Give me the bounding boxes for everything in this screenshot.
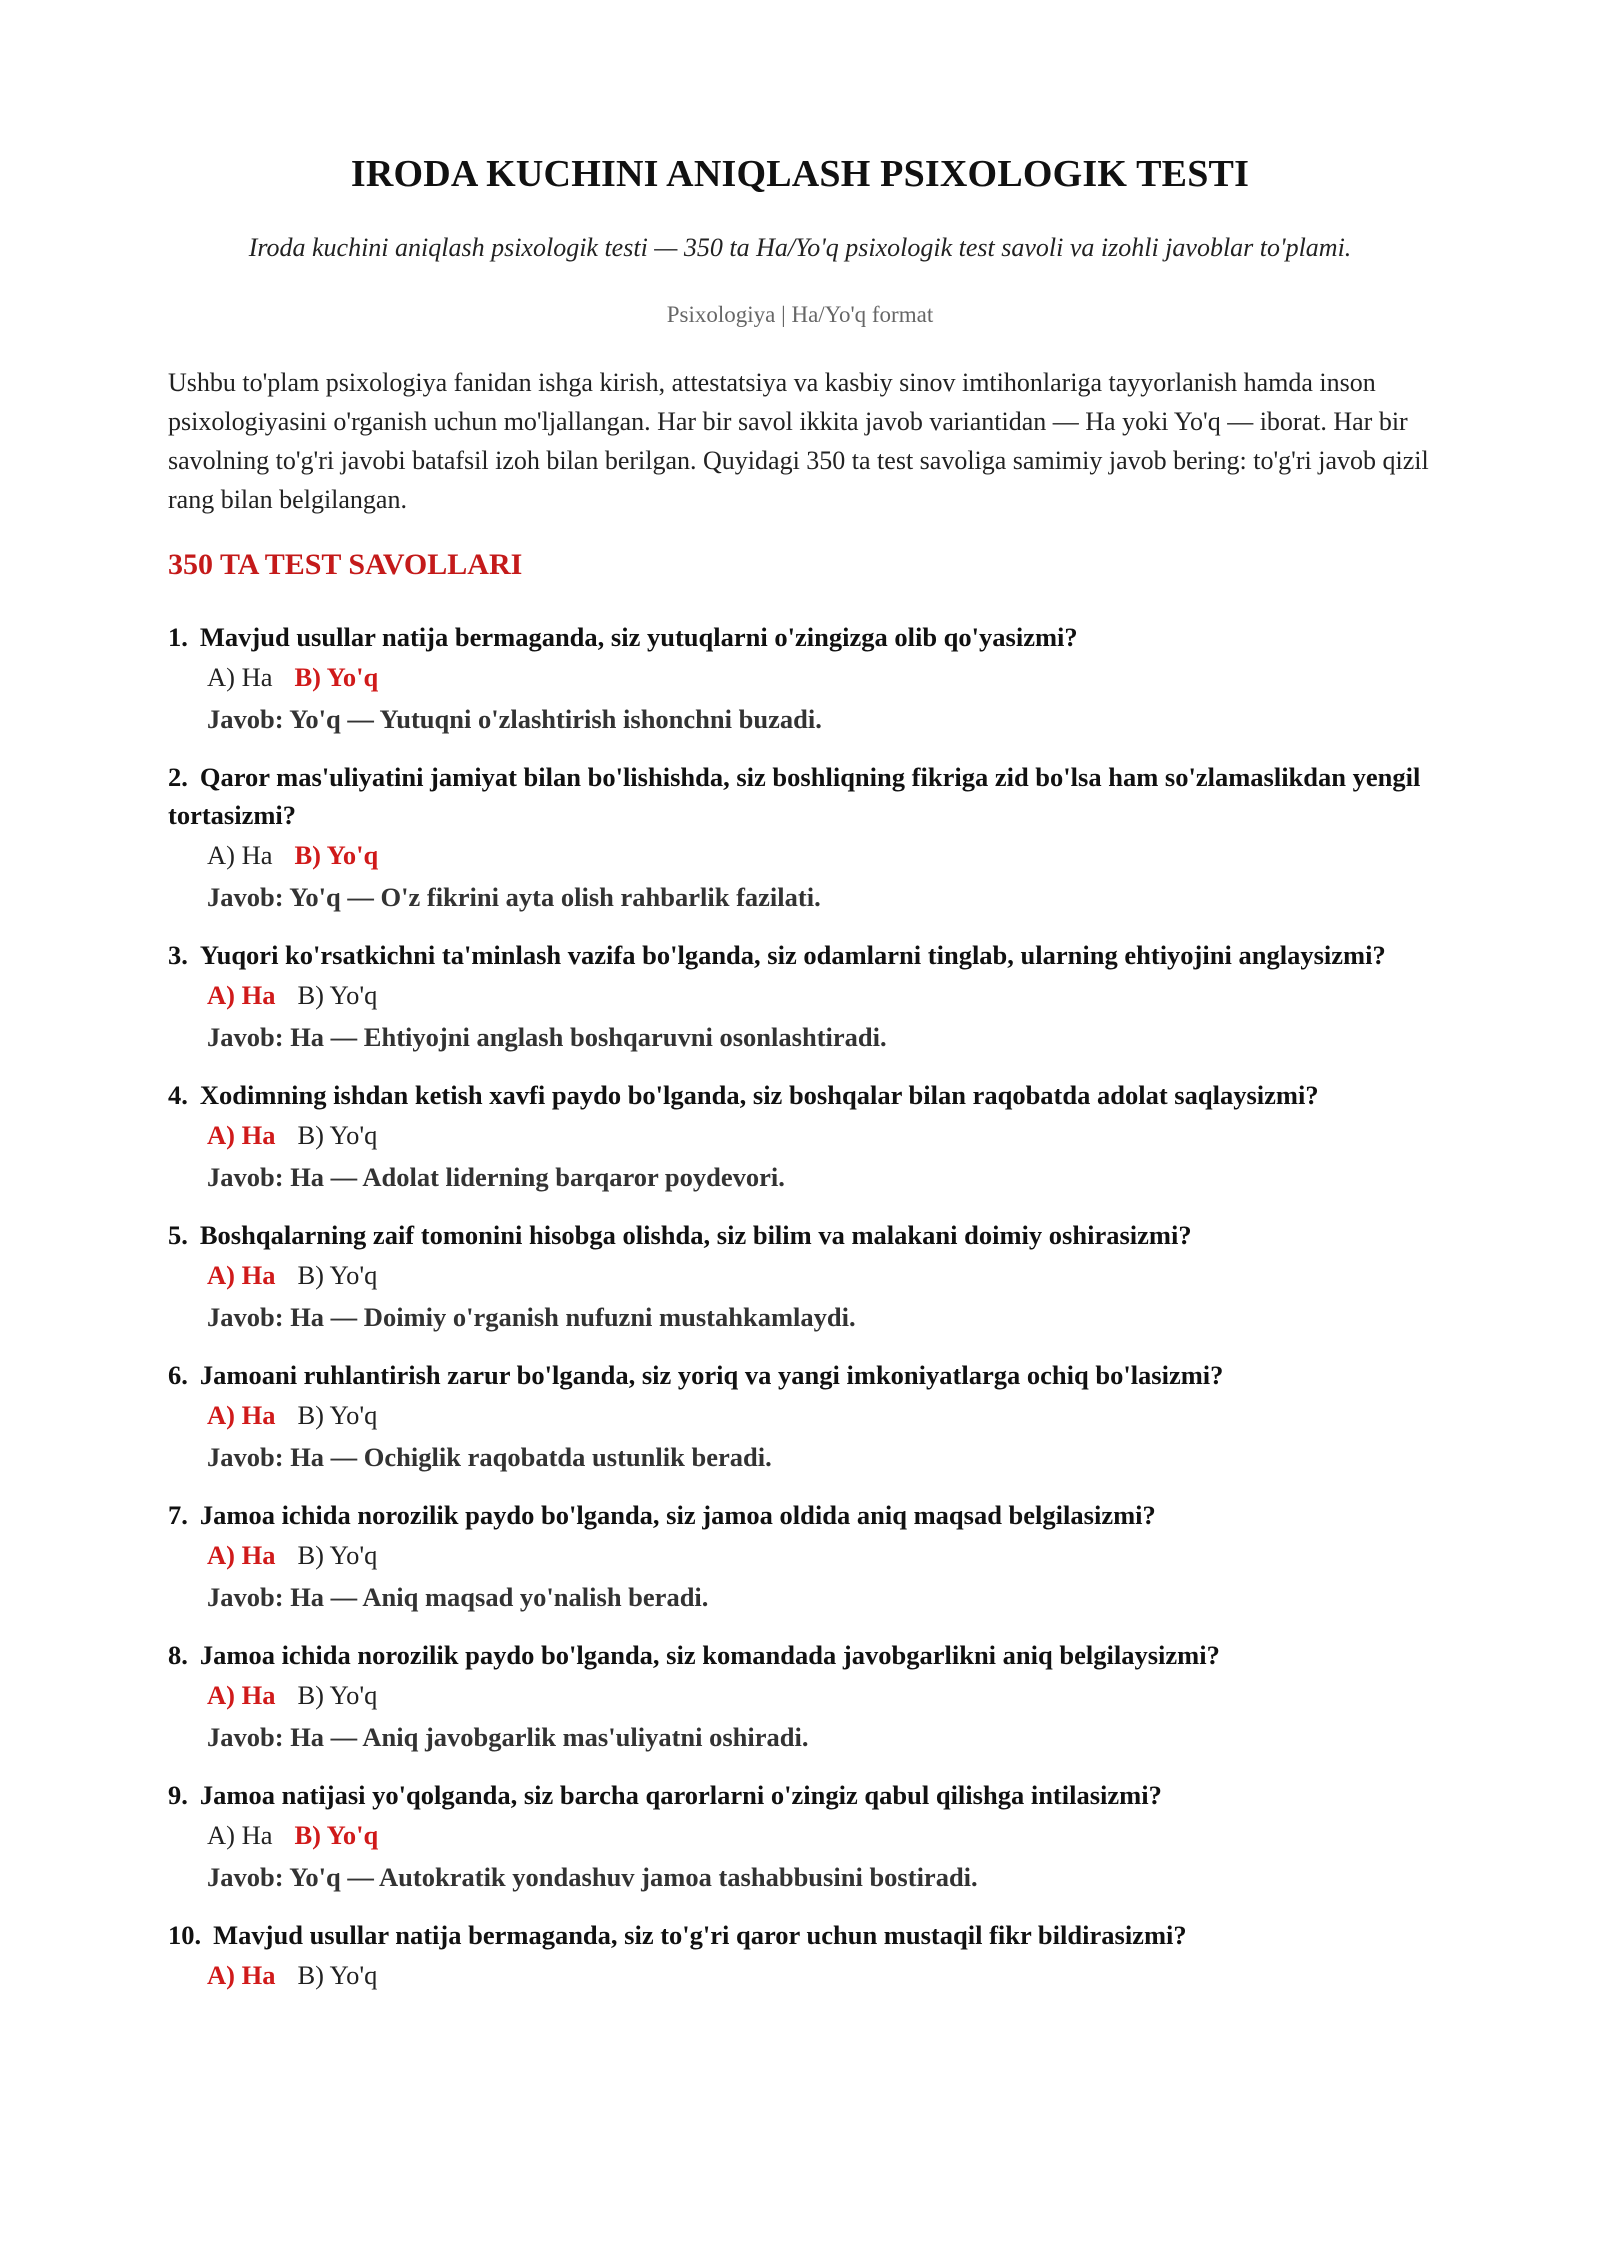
question-text [168, 758, 1432, 834]
document-subtitle: Iroda kuchini aniqlash psixologik testi — 350 ta Ha/Yo'q psixologik test savoli va izohli javoblar to'plami. [248, 233, 1352, 262]
option-b: B) Yo'q [297, 1960, 378, 1990]
question-options [168, 974, 1432, 1016]
question-options [168, 1114, 1432, 1156]
question-item [168, 1076, 1432, 1198]
question-number: 4. [168, 1080, 188, 1110]
option-a: A) Ha [207, 1540, 276, 1570]
question-number: 9. [168, 1780, 188, 1810]
document-title: IRODA KUCHINI ANIQLASH PSIXOLOGIK TESTI [350, 153, 1250, 195]
question-number: 7. [168, 1500, 188, 1530]
option-a: A) Ha [207, 1960, 276, 1990]
answer-explanation: Javob: Ha — Adolat liderning barqaror poydevori. [207, 1162, 785, 1192]
answer-explanation: Javob: Yo'q — Autokratik yondashuv jamoa tashabbusini bostiradi. [207, 1862, 978, 1892]
option-a: A) Ha [207, 1400, 276, 1430]
question-item [168, 618, 1432, 740]
question-text [168, 936, 1432, 974]
option-b: B) Yo'q [297, 1540, 378, 1570]
question-text [168, 1916, 1432, 1954]
question-label: Jamoa ichida norozilik paydo bo'lganda, siz jamoa oldida aniq maqsad belgilasizmi? [199, 1500, 1156, 1530]
option-b: B) Yo'q [297, 1120, 378, 1150]
question-text [168, 1496, 1432, 1534]
question-item [168, 1356, 1432, 1478]
intro-paragraph: Ushbu to'plam psixologiya fanidan ishga kirish, attestatsiya va kasbiy sinov imtihonlariga tayyorlanish hamda inson psixologiyasini o'rganish uchun mo'ljallangan. Har bir savol ikkita javob variantidan — Ha yoki Yo'q — iborat. Har bir savolning to'g'ri javobi batafsil izoh bilan berilgan. Quyidagi 350 ta test savoliga samimiy javob bering: to'g'ri javob qizil rang bilan belgilangan. [168, 368, 1429, 514]
question-number: 2. [168, 762, 188, 792]
answer-explanation: Javob: Ha — Aniq maqsad yo'nalish beradi. [207, 1582, 709, 1612]
document-meta: Psixologiya | Ha/Yo'q format [666, 302, 934, 327]
answer-explanation: Javob: Yo'q — O'z fikrini ayta olish rahbarlik fazilati. [207, 882, 821, 912]
question-options [168, 656, 1432, 698]
section-heading: 350 TA TEST SAVOLLARI [168, 548, 523, 581]
answer-explanation: Javob: Ha — Ehtiyojni anglash boshqaruvni osonlashtiradi. [207, 1022, 887, 1052]
question-options [168, 834, 1432, 876]
question-text [168, 1356, 1432, 1394]
question-options [168, 1674, 1432, 1716]
question-item [168, 1916, 1432, 1996]
option-a: A) Ha [207, 1260, 276, 1290]
question-number: 10. [168, 1920, 202, 1950]
question-label: Jamoani ruhlantirish zarur bo'lganda, siz yoriq va yangi imkoniyatlarga ochiq bo'lasizmi? [199, 1360, 1224, 1390]
question-label: Qaror mas'uliyatini jamiyat bilan bo'lishishda, siz boshliqning fikriga zid bo'lsa ham so'zlamaslikdan yengil tortasizmi? [168, 762, 1421, 830]
option-b: B) Yo'q [297, 1400, 378, 1430]
question-text [168, 1636, 1432, 1674]
option-b: B) Yo'q [297, 1260, 378, 1290]
option-b: B) Yo'q [294, 1820, 379, 1850]
question-label: Xodimning ishdan ketish xavfi paydo bo'lganda, siz boshqalar bilan raqobatda adolat saqlaysizmi? [199, 1080, 1319, 1110]
question-item [168, 936, 1432, 1058]
question-options [168, 1254, 1432, 1296]
answer-explanation: Javob: Yo'q — Yutuqni o'zlashtirish ishonchni buzadi. [207, 704, 822, 734]
question-text [168, 618, 1432, 656]
question-number: 8. [168, 1640, 188, 1670]
option-b: B) Yo'q [297, 980, 378, 1010]
question-number: 3. [168, 940, 188, 970]
question-options [168, 1954, 1432, 1996]
question-item [168, 1776, 1432, 1898]
answer-explanation: Javob: Ha — Doimiy o'rganish nufuzni mustahkamlaydi. [207, 1302, 856, 1332]
answer-explanation: Javob: Ha — Ochiglik raqobatda ustunlik beradi. [207, 1442, 772, 1472]
option-a: A) Ha [207, 662, 273, 692]
question-number: 6. [168, 1360, 188, 1390]
question-number: 1. [168, 622, 188, 652]
question-text [168, 1216, 1432, 1254]
question-item [168, 1216, 1432, 1338]
question-options [168, 1394, 1432, 1436]
question-item [168, 1496, 1432, 1618]
option-a: A) Ha [207, 840, 273, 870]
option-a: A) Ha [207, 1820, 273, 1850]
question-label: Jamoa ichida norozilik paydo bo'lganda, siz komandada javobgarlikni aniq belgilaysizmi? [199, 1640, 1220, 1670]
question-item [168, 1636, 1432, 1758]
question-number: 5. [168, 1220, 188, 1250]
option-a: A) Ha [207, 1120, 276, 1150]
question-label: Yuqori ko'rsatkichni ta'minlash vazifa bo'lganda, siz odamlarni tinglab, ularning ehtiyojini anglaysizmi? [199, 940, 1386, 970]
option-b: B) Yo'q [297, 1680, 378, 1710]
question-label: Mavjud usullar natija bermaganda, siz yutuqlarni o'zingizga olib qo'yasizmi? [199, 622, 1078, 652]
question-item [168, 758, 1432, 918]
option-b: B) Yo'q [294, 840, 379, 870]
option-a: A) Ha [207, 980, 276, 1010]
question-label: Boshqalarning zaif tomonini hisobga olishda, siz bilim va malakani doimiy oshirasizmi? [199, 1220, 1192, 1250]
option-a: A) Ha [207, 1680, 276, 1710]
question-text [168, 1776, 1432, 1814]
question-options [168, 1814, 1432, 1856]
question-list [168, 618, 1432, 2014]
question-label: Jamoa natijasi yo'qolganda, siz barcha qarorlarni o'zingiz qabul qilishga intilasizmi? [199, 1780, 1162, 1810]
question-text [168, 1076, 1432, 1114]
question-label: Mavjud usullar natija bermaganda, siz to'g'ri qaror uchun mustaqil fikr bildirasizmi? [213, 1920, 1187, 1950]
question-options [168, 1534, 1432, 1576]
answer-explanation: Javob: Ha — Aniq javobgarlik mas'uliyatni oshiradi. [207, 1722, 809, 1752]
option-b: B) Yo'q [294, 662, 379, 692]
